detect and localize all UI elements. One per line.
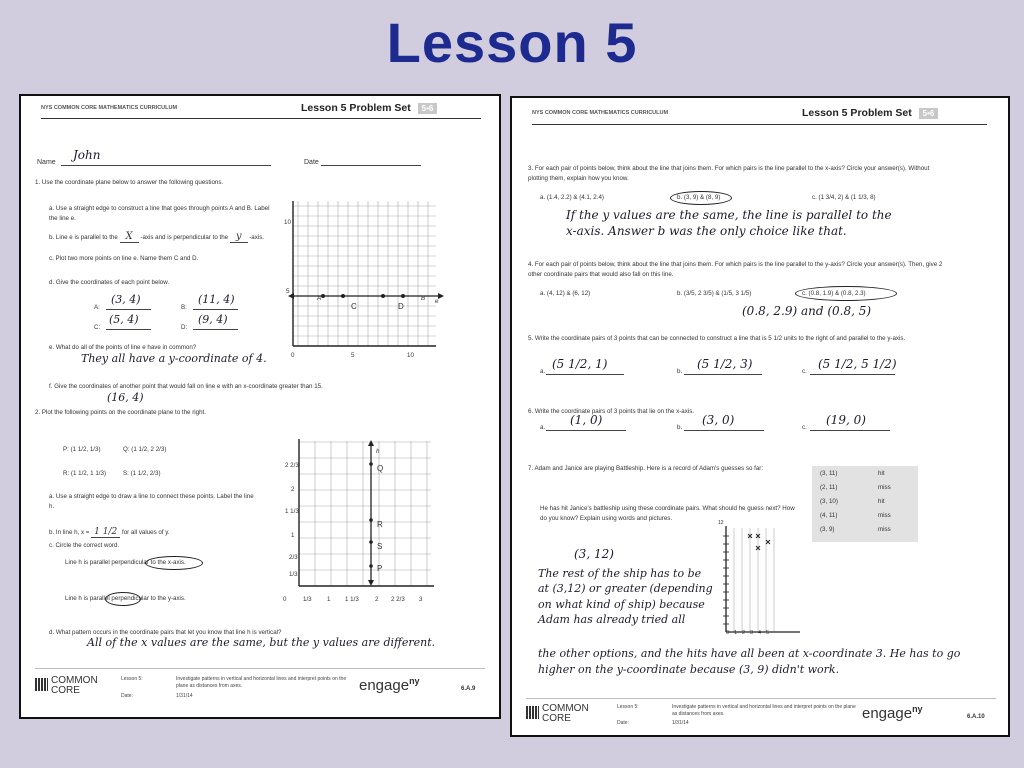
coord-d-label: D:	[181, 324, 188, 331]
record-coord: (3, 11)	[820, 470, 838, 477]
record-coord: (3, 10)	[820, 498, 838, 505]
record-result: hit	[878, 470, 885, 477]
q7-answer-part-2: the other options, and the hits have all been at x-coordinate 3. He has to go higher on the y-coordinate because (3, 9) didn't work.	[538, 647, 961, 676]
engage-ny-logo: engage$^{ny}$	[862, 704, 923, 722]
q2c-line-2: Line h is parallel perpendicular to the y-axis.	[65, 595, 186, 602]
q2-point-s: S: (1 1/2, 2/3)	[123, 470, 161, 477]
coord-c-underline	[106, 329, 151, 330]
q1a: a. Use a straight edge to construct a line that goes through points A and B. Label the line e.	[49, 205, 270, 222]
q1e: e. What do all of the points of line e have in common?	[49, 344, 197, 351]
graph2-ytick-1-3: 1/3	[289, 571, 298, 578]
record-result: miss	[878, 484, 891, 491]
record-result: hit	[878, 498, 885, 505]
footer-lesson-label: Lesson 5:	[617, 704, 639, 710]
coord-a-label: A:	[94, 304, 100, 311]
coord-c-label: C:	[94, 324, 101, 331]
q1e-answer: They all have a y-coordinate of 4.	[81, 352, 267, 365]
q7-answer-part-1: The rest of the ship has to be at (3,12) or greater (depending on what kind of ship) because Adam has already tried all	[538, 567, 713, 627]
name-underline	[61, 165, 271, 166]
q1b-answer-1: X	[120, 231, 139, 243]
footer-date-value: 1/31/14	[672, 720, 689, 726]
name-label: Name	[37, 159, 56, 166]
q2-point-r: R: (1 1/2, 1 1/3)	[63, 470, 107, 477]
q4-option-b: b. (3/5, 2 3/5) & (1/5, 3 1/5)	[677, 290, 752, 297]
q2a: a. Use a straight edge to draw a line to connect these points. Label the line h.	[49, 493, 254, 510]
q5-label-b: b.	[677, 368, 683, 375]
q1b: b. Line e is parallel to the X -axis and is perpendicular to the y -axis.	[49, 231, 265, 242]
q4-answer: (0.8, 2.9) and (0.8, 5)	[742, 304, 872, 318]
page-code: 6.A.10	[967, 714, 985, 720]
graph2-point-q: Q	[377, 464, 384, 473]
q5-underline-a	[546, 374, 624, 375]
q2d-answer: All of the x values are the same, but the y values are different.	[87, 636, 436, 649]
lesson-header-text: Lesson 5 Problem Set	[802, 107, 912, 119]
graph2-xtick-0: 0	[283, 596, 287, 603]
coord-b-underline	[193, 309, 238, 310]
record-coord: (4, 11)	[820, 512, 838, 519]
graph2-ytick-1-1-3: 1 1/3	[285, 508, 299, 515]
graph2-xtick-3: 3	[419, 596, 423, 603]
q7-stem: 7. Adam and Janice are playing Battleship. Here is a record of Adam's guesses so far:	[528, 465, 764, 472]
battleship-x-tick: 1	[734, 630, 738, 636]
q1d: d. Give the coordinates of each point below.	[49, 279, 170, 286]
date-underline	[321, 165, 421, 166]
graph2-xtick-2-2-3: 2 2/3	[391, 596, 405, 603]
q4-option-a: a. (4, 12) & (6, 12)	[540, 290, 591, 297]
curriculum-header: NYS COMMON CORE MATHEMATICS CURRICULUM	[532, 110, 669, 116]
q2c: c. Circle the correct word.	[49, 542, 120, 549]
q5-label-c: c.	[802, 368, 807, 375]
battleship-x-tick: 3	[750, 630, 754, 636]
graph1-xtick-10: 10	[407, 352, 414, 359]
header-divider	[532, 124, 987, 125]
footer-lesson-text: Investigate patterns in vertical and horizontal lines and interpret points on the plane as distances from axes.	[672, 704, 856, 717]
footer-lesson-label: Lesson 5:	[121, 676, 143, 682]
coord-b-value: (11, 4)	[198, 293, 235, 306]
graph1-xtick-0: 0	[291, 352, 295, 359]
graph2-xtick-2: 2	[375, 596, 379, 603]
graph1-xtick-5: 5	[351, 352, 355, 359]
q1b-answer-2: y	[230, 231, 248, 243]
footer-date-label: Date:	[121, 693, 133, 699]
q1f-answer: (16, 4)	[107, 391, 144, 404]
coordinate-plane-2	[279, 436, 439, 601]
q2-stem: 2. Plot the following points on the coordinate plane to the right.	[35, 409, 206, 416]
q5-label-a: a.	[540, 368, 546, 375]
footer-date-label: Date:	[617, 720, 629, 726]
q5-underline-c	[810, 374, 895, 375]
q6-underline-b	[684, 430, 764, 431]
curriculum-header: NYS COMMON CORE MATHEMATICS CURRICULUM	[41, 105, 178, 111]
q4-circle-c	[795, 286, 897, 301]
q1-stem: 1. Use the coordinate plane below to answer the following questions.	[35, 179, 224, 186]
coord-a-underline	[106, 309, 151, 310]
worksheet-page-1	[19, 94, 501, 719]
coord-c-value: (5, 4)	[109, 313, 139, 326]
date-label: Date	[304, 159, 319, 166]
q2d: d. What pattern occurs in the coordinate pairs that let you know that line h is vertical?	[49, 629, 282, 636]
record-coord: (3, 9)	[820, 526, 835, 533]
battleship-x-tick: 2	[742, 630, 746, 636]
q1f: f. Give the coordinates of another point that would fall on line e with an x-coordinate greater than 15.	[49, 383, 323, 390]
q3: 3. For each pair of points below, think about the line that joins them. For which pairs is the line parallel to the x-axis? Circle your answer(s). Without plotting them, explain how you know.	[528, 165, 930, 182]
battleship-y-top-label: 12	[718, 520, 724, 526]
footer-divider	[526, 698, 996, 699]
record-coord: (2, 11)	[820, 484, 838, 491]
q7-guess: (3, 12)	[574, 547, 614, 561]
q4-option-c: c. (0.8, 1.9) & (0.8, 2.3)	[802, 290, 866, 297]
graph1-point-d: D	[398, 302, 404, 311]
footer-divider	[35, 668, 485, 669]
q6-answer-a: (1, 0)	[570, 413, 603, 427]
engage-ny-logo: engage$^{ny}$	[359, 676, 420, 694]
graph2-point-s: S	[377, 542, 383, 551]
lesson-header	[802, 107, 938, 119]
battleship-x-tick: 4	[758, 630, 762, 636]
graph2-ytick-1: 1	[291, 532, 295, 539]
battleship-x-tick: 5	[766, 630, 770, 636]
q5-answer-c: (5 1/2, 5 1/2)	[818, 357, 897, 371]
common-core-logo-icon	[526, 706, 539, 719]
q2c-line-1: Line h is parallel perpendicular to the x-axis.	[65, 559, 186, 566]
graph1-point-a: A	[317, 295, 322, 302]
graph2-xtick-1-3: 1/3	[303, 596, 312, 603]
record-result: miss	[878, 526, 891, 533]
q3-answer: If the y values are the same, the line is parallel to the x-axis. Answer b was the only choice like that.	[566, 208, 892, 238]
coord-b-label: B:	[181, 304, 187, 311]
q6-underline-c	[810, 430, 890, 431]
graph2-ytick-2-3: 2/3	[289, 554, 298, 561]
q3-option-a: a. (1.4, 2.2) & (4.1, 2.4)	[540, 194, 604, 201]
coord-d-underline	[193, 329, 238, 330]
grade-badge: 5•6	[418, 103, 438, 114]
page-code: 6.A.9	[461, 686, 476, 692]
coordinate-plane-1	[276, 191, 446, 381]
q6-label-b: b.	[677, 424, 683, 431]
record-result: miss	[878, 512, 891, 519]
q5-answer-b: (5 1/2, 3)	[697, 357, 753, 371]
graph2-point-r: R	[377, 520, 383, 529]
graph1-point-b: B	[421, 295, 426, 302]
q2-point-p: P: (1 1/2, 1/3)	[63, 446, 101, 453]
q1c: c. Plot two more points on line e. Name them C and D.	[49, 255, 199, 262]
graph1-ytick-10: 10	[284, 219, 291, 226]
graph2-ytick-2: 2	[291, 486, 295, 493]
q3-circle-b	[670, 191, 732, 205]
q3-option-c: c. (1 3/4, 2) & (1 1/3, 8)	[812, 194, 876, 201]
graph1-point-c: C	[351, 302, 357, 311]
q7-question: He has hit Janice's battleship using these coordinate pairs. What should he guess next? How do you know? Explain using words and pictures.	[540, 505, 795, 522]
lesson-header-text: Lesson 5 Problem Set	[301, 102, 411, 114]
common-core-logo-icon	[35, 678, 48, 691]
q6-label-a: a.	[540, 424, 546, 431]
q2b-answer: 1 1/2	[91, 527, 120, 538]
coord-a-value: (3, 4)	[111, 293, 141, 306]
q6-label-c: c.	[802, 424, 807, 431]
q4: 4. For each pair of points below, think about the line that joins them. For which pairs is the line parallel to the y-axis? Circle your answer(s). Then, give 2 other coordinate pairs that would also fall on this line.	[528, 261, 943, 278]
worksheet-page-2	[510, 96, 1010, 737]
name-value: John	[73, 148, 101, 162]
circle-perpendicular	[145, 556, 203, 570]
common-core-brand: COMMON CORE	[542, 703, 589, 724]
grade-badge: 5•6	[919, 108, 939, 119]
q6-answer-b: (3, 0)	[702, 413, 735, 427]
graph2-xtick-1-1-3: 1 1/3	[345, 596, 359, 603]
q2-point-q: Q: (1 1/2, 2 2/3)	[123, 446, 167, 453]
q6-underline-a	[546, 430, 626, 431]
q5-underline-b	[684, 374, 762, 375]
graph2-point-p: P	[377, 564, 383, 573]
q5-answer-a: (5 1/2, 1)	[552, 357, 608, 371]
lesson-header	[301, 102, 437, 114]
graph1-ytick-5: 5	[286, 288, 290, 295]
q5: 5. Write the coordinate pairs of 3 points that can be connected to construct a line that is 5 1/2 units to the right of and parallel to the y-axis.	[528, 335, 906, 342]
common-core-brand: COMMON CORE	[51, 675, 98, 696]
battleship-x-tick: 0	[726, 630, 730, 636]
header-divider	[41, 118, 481, 119]
circle-parallel	[105, 592, 141, 606]
q6: 6. Write the coordinate pairs of 3 points that lie on the x-axis.	[528, 408, 695, 415]
graph2-xtick-1: 1	[327, 596, 331, 603]
footer-lesson-text: Investigate patterns in vertical and horizontal lines and interpret points on the plane as distances from axes.	[176, 676, 347, 689]
q2b: b. In line h, x = 1 1/2 for all values of y.	[49, 527, 170, 537]
coord-d-value: (9, 4)	[198, 313, 228, 326]
q6-answer-c: (19, 0)	[826, 413, 866, 427]
q3-option-b: b. (3, 9) & (8, 9)	[677, 194, 721, 201]
graph2-line-label: h	[376, 448, 380, 455]
battleship-grid	[712, 524, 802, 642]
graph2-ytick-2-2-3: 2 2/3	[285, 462, 299, 469]
footer-date-value: 1/31/14	[176, 693, 193, 699]
slide-title: Lesson 5	[386, 11, 638, 74]
graph1-line-label: e	[435, 298, 439, 305]
